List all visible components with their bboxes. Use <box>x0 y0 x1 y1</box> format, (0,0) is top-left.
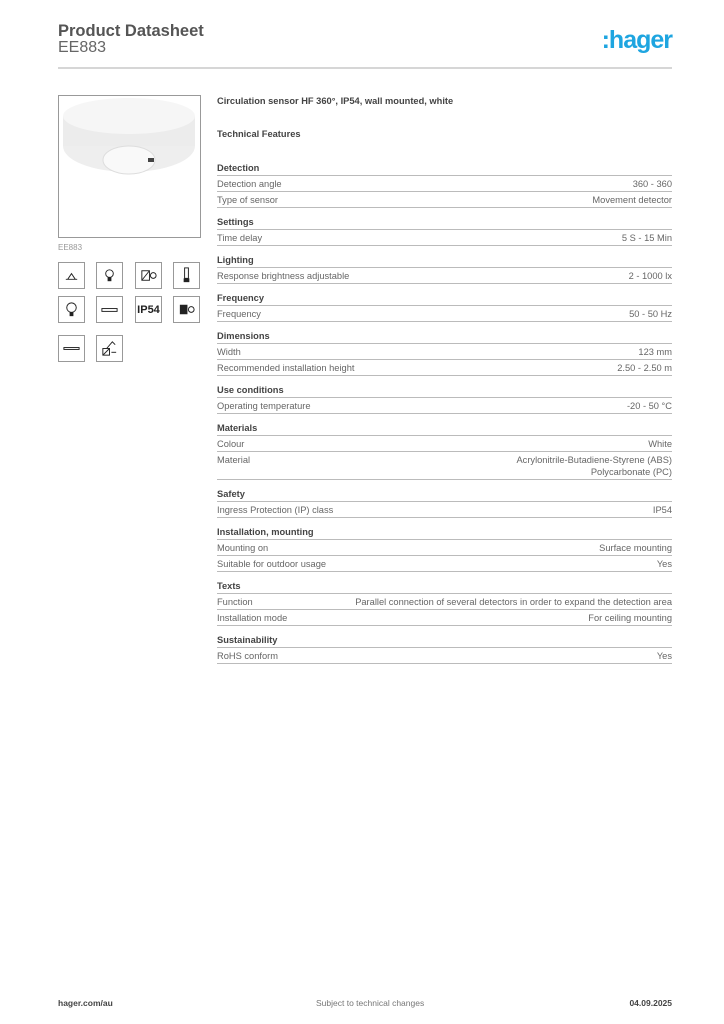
spec-row <box>217 176 672 192</box>
spec-label: Ingress Protection (IP) class <box>217 505 334 515</box>
footer-date: 04.09.2025 <box>629 998 672 1008</box>
spec-label: Function <box>217 597 253 607</box>
section-title: Settings <box>217 217 672 230</box>
wall-mount-sensor-icon <box>96 335 123 362</box>
section-title: Use conditions <box>217 385 672 398</box>
spec-value: White <box>648 439 672 449</box>
spec-value: For ceiling mounting <box>588 613 672 623</box>
product-image <box>58 95 201 238</box>
product-title: Circulation sensor HF 360°, IP54, wall mounted, white <box>217 96 454 106</box>
spec-value: Yes <box>656 559 672 569</box>
spec-row <box>217 556 672 572</box>
spec-value: Parallel connection of several detectors in order to expand the detection area <box>355 597 672 607</box>
hager-logo: :hager <box>601 26 672 54</box>
ceiling-lamp-icon <box>58 262 85 289</box>
section-title: Safety <box>217 489 672 502</box>
spec-row <box>217 452 672 480</box>
spec-label: Colour <box>217 439 245 449</box>
spec-label: Response brightness adjustable <box>217 271 350 281</box>
page-title: Product Datasheet <box>58 22 204 40</box>
spec-value: IP54 <box>652 505 672 515</box>
incandescent-bulb-icon <box>96 262 123 289</box>
spec-value: Surface mounting <box>599 543 672 553</box>
section-title: Dimensions <box>217 331 672 344</box>
spec-value: Acrylonitrile-Butadiene-Styrene (ABS) Polycarbonate (PC) <box>516 455 672 477</box>
ip54-badge: IP54 <box>135 296 162 323</box>
spec-row <box>217 268 672 284</box>
spec-value: Movement detector <box>592 195 672 205</box>
spec-row <box>217 360 672 376</box>
section-title: Texts <box>217 581 672 594</box>
spec-value: 2 - 1000 lx <box>628 271 672 281</box>
led-tube-icon <box>58 335 85 362</box>
spec-value: Yes <box>656 651 672 661</box>
section-title: Lighting <box>217 255 672 268</box>
footer-disclaimer: Subject to technical changes <box>316 998 425 1008</box>
spec-label: Installation mode <box>217 613 288 623</box>
spec-row <box>217 306 672 322</box>
spec-row <box>217 398 672 414</box>
spec-label: Mounting on <box>217 543 269 553</box>
footer-website: hager.com/au <box>58 998 113 1008</box>
spec-label: RoHS conform <box>217 651 278 661</box>
spec-label: Detection angle <box>217 179 282 189</box>
spec-label: Suitable for outdoor usage <box>217 559 327 569</box>
electronic-transformer-icon <box>173 296 200 323</box>
spec-label: Material <box>217 455 251 465</box>
spec-row <box>217 436 672 452</box>
technical-features-heading: Technical Features <box>217 129 301 139</box>
spec-label: Operating temperature <box>217 401 311 411</box>
section-title: Detection <box>217 163 672 176</box>
section-title: Installation, mounting <box>217 527 672 540</box>
spec-label: Recommended installation height <box>217 363 355 373</box>
bulb-icon <box>58 296 85 323</box>
image-caption: EE883 <box>58 243 83 252</box>
spec-row <box>217 192 672 208</box>
spec-row <box>217 344 672 360</box>
spec-value: 2.50 - 2.50 m <box>617 363 672 373</box>
spec-row <box>217 540 672 556</box>
spec-value: 360 - 360 <box>632 179 672 189</box>
header-divider <box>58 67 672 69</box>
section-title: Sustainability <box>217 635 672 648</box>
spec-label: Frequency <box>217 309 261 319</box>
spec-label: Type of sensor <box>217 195 278 205</box>
fluorescent-tube-icon <box>96 296 123 323</box>
spec-row <box>217 648 672 664</box>
spec-row <box>217 502 672 518</box>
spec-row <box>217 594 672 610</box>
spec-label: Width <box>217 347 241 357</box>
product-code: EE883 <box>58 39 107 56</box>
spec-value: 123 mm <box>638 347 672 357</box>
spec-label: Time delay <box>217 233 263 243</box>
spec-sections <box>217 163 672 664</box>
technical-specs <box>217 96 672 664</box>
spec-value: 50 - 50 Hz <box>629 309 672 319</box>
spec-value: -20 - 50 °C <box>626 401 672 411</box>
section-title: Materials <box>217 423 672 436</box>
energy-saving-lamp-icon <box>173 262 200 289</box>
transformer-lamp-icon <box>135 262 162 289</box>
spec-row <box>217 610 672 626</box>
section-title: Frequency <box>217 293 672 306</box>
spec-row <box>217 230 672 246</box>
spec-value: 5 S - 15 Min <box>621 233 672 243</box>
